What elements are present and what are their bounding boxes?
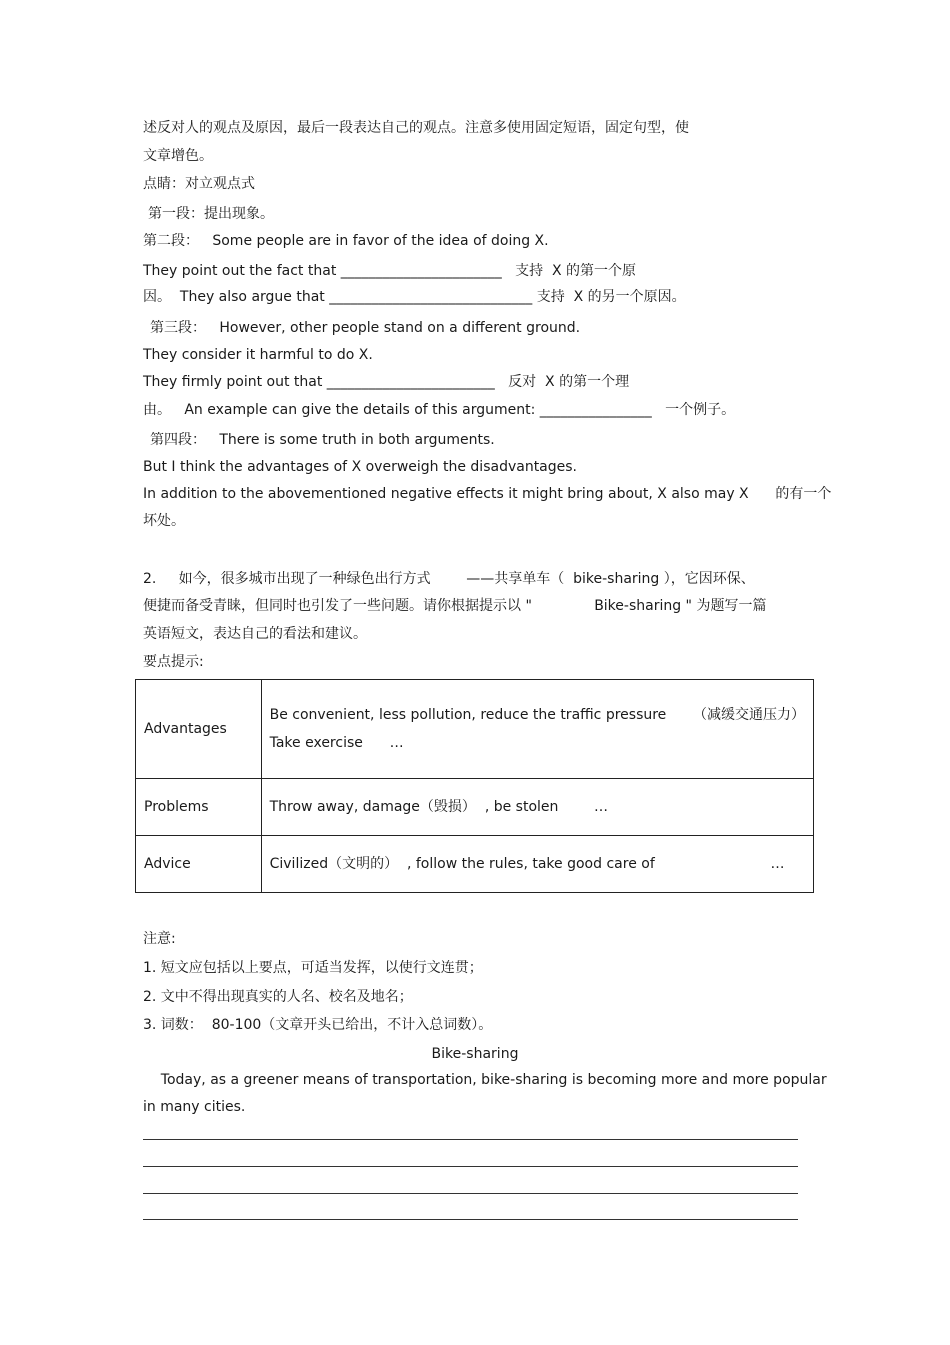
essay-title: Bike-sharing [431,1046,519,1062]
paragraph-4: 第四段： There is some truth in both arguments. [150,432,495,448]
paragraph-3-line-a: They consider it harmful to do X. [143,347,373,363]
paragraph-1: 第一段：提出现象。 [148,206,274,222]
row-content-line: Take exercise … [269,735,404,751]
notes-label: 注意: [143,931,176,947]
task-line-3: 英语短文，表达自己的看法和建议。 [143,626,367,642]
table-row [136,779,814,836]
task-line-1: 2. 如今，很多城市出现了一种绿色出行方式 ——共享单车（ bike-sharing ），它因环保、 [143,571,755,587]
row-content-line: Civilized（文明的） , follow the rules, take good care of … [269,856,785,872]
row-label: Problems [136,779,262,836]
paragraph-3-line-c: 由。 An example can give the details of this argument: ________________ 一个例子。 [143,402,736,418]
row-label: Advantages [136,680,262,779]
note-1: 1. 短文应包括以上要点，可适当发挥，以使行文连贯； [143,960,483,976]
note-2: 2. 文中不得出现真实的人名、校名及地名； [143,989,413,1005]
row-content-line: Throw away, damage（毁损） , be stolen … [269,799,609,815]
paragraph-2-line-a: They point out the fact that _______________________ 支持 X 的第一个原 [143,263,637,279]
paragraph-4-line-c: 坏处。 [143,513,185,529]
row-content [261,680,813,779]
note-3: 3. 词数： 80-100（文章开头已给出，不计入总词数）。 [143,1017,493,1033]
writing-line[interactable] [143,1193,798,1194]
table-row [136,836,814,893]
table-row [136,680,814,779]
intro-line-1: 述反对人的观点及原因，最后一段表达自己的观点。注意多使用固定短语，固定句型，使 [143,120,689,136]
tip-heading: 点睛：对立观点式 [143,176,255,192]
row-content [261,779,813,836]
writing-line[interactable] [143,1139,798,1140]
hint-label: 要点提示: [143,654,204,670]
task-line-2: 便捷而备受青睐，但同时也引发了一些问题。请你根据提示以 " Bike-sharing " 为题写一篇 [143,598,767,614]
key-points-table [135,679,814,893]
row-content-line: Be convenient, less pollution, reduce the traffic pressure （减缓交通压力） [269,707,805,723]
paragraph-4-line-a: But I think the advantages of X overweigh the disadvantages. [143,459,577,475]
paragraph-2: 第二段： Some people are in favor of the idea of doing X. [143,233,549,249]
paragraph-3-line-b: They firmly point out that ________________________ 反对 X 的第一个理 [143,374,630,390]
paragraph-2-line-b: 因。 They also argue that _____________________________ 支持 X 的另一个原因。 [143,289,686,305]
row-label: Advice [136,836,262,893]
essay-opening-line-1: Today, as a greener means of transportation, bike-sharing is becoming more and more popular [143,1072,827,1088]
row-content [261,836,813,893]
writing-line[interactable] [143,1166,798,1167]
intro-line-2: 文章增色。 [143,148,213,164]
essay-opening-line-2: in many cities. [143,1099,246,1115]
paragraph-3: 第三段： However, other people stand on a different ground. [150,320,581,336]
writing-line[interactable] [143,1219,798,1220]
paragraph-4-line-b: In addition to the abovementioned negative effects it might bring about, X also may X 的有一个 [143,486,832,502]
